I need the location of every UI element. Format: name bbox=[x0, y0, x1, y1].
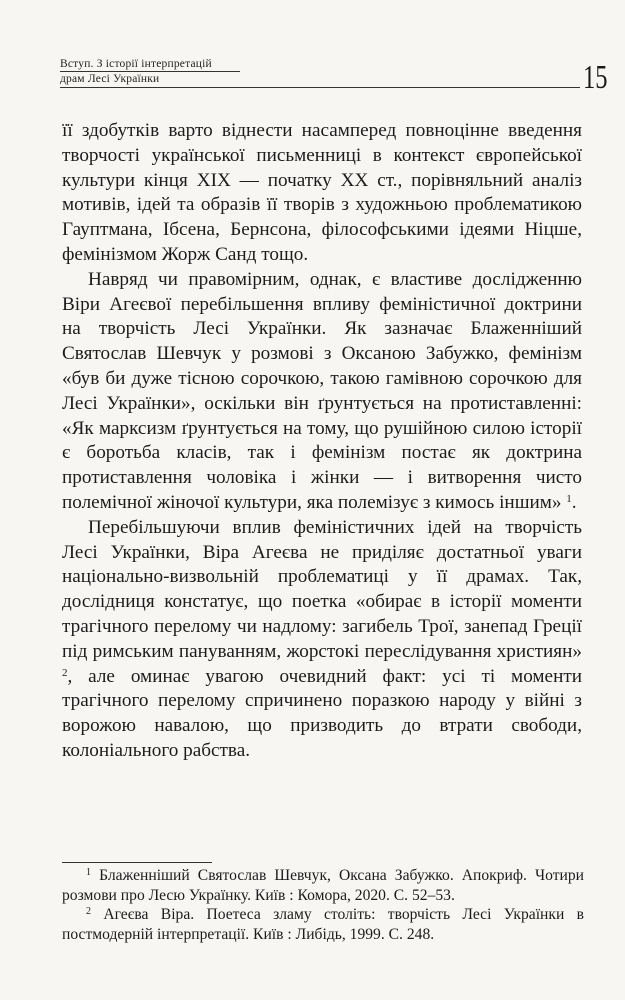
footnote-text: Блаженніший Святослав Шевчук, Оксана Забужко. Апокриф. Чотири розмови про Лесю Українку. Київ : Комора, 2020. С. 52–53. bbox=[62, 867, 584, 904]
main-text bbox=[62, 119, 582, 764]
paragraph-3 bbox=[62, 516, 582, 764]
footnote-2 bbox=[62, 905, 584, 944]
footnote-1 bbox=[62, 866, 584, 905]
footnote-text: Агеєва Віра. Поетеса зламу століть: творчість Лесі Українки в постмодерній інтерпретації. Київ : Либідь, 1999. С. 248. bbox=[62, 906, 584, 943]
paragraph-1 bbox=[62, 119, 582, 268]
running-head-section: Вступ. З історії інтерпретацій bbox=[60, 58, 212, 70]
footnote-rule bbox=[62, 862, 212, 863]
running-head-subtitle: драм Лесі Українки bbox=[60, 73, 160, 85]
running-head-rule bbox=[60, 87, 580, 88]
page-number: 15 bbox=[583, 59, 608, 96]
footnote-ref-2: 2 bbox=[62, 666, 68, 679]
paragraph-text: її здобутків варто віднести насамперед повноцінне введення творчості української письменниці в контекст європейської культури кінця XIX — початку XX ст., порівняльний аналіз мотивів, ідей та образів її творів з художньою проблематикою Гауптмана, Ібсена, Бернсона, філософськими ідеями Ніцше, фемінізмом Жорж Санд тощо. bbox=[62, 120, 582, 265]
paragraph-2: Навряд чи правомірним, однак, є властиве дослідженню Віри Агеєвої перебільшення впливу феміністичної доктрини на творчість Лесі Українки. Як зазначає Блаженніший Святослав Шевчук у розмові з Оксаною Забужко, фемінізм «був би дуже тісною сорочкою, такою гамівною сорочкою для Лесі Українки», оскільки він ґрунтується на протиставленні: «Як марксизм ґрунтується на тому, що рушійною силою історії є боротьба класів, так і фемінізм постає як доктрина протиставлення чоловіка і жінки — і витворення чисто полемічної жіночої культури, яка полемізує з кимось іншим» $^1$. bbox=[62, 268, 582, 513]
paragraph-text: Перебільшуючи вплив феміністичних ідей на творчість Лесі Українки, Віра Агеєва не приділяє достатньої уваги національно-визвольній проблематиці у її драмах. Так, дослідниця констатує, що поетка «обирає в історії моменти трагічного перелому чи надлому: загибель Трої, занепад Греції під римським пануванням, жорстокі переслідування християн» bbox=[62, 516, 582, 662]
footnote-mark: 2 bbox=[86, 906, 91, 918]
footnotes bbox=[62, 866, 584, 944]
footnote-ref-1: 1 bbox=[566, 492, 572, 505]
running-head bbox=[60, 58, 580, 90]
running-head-rule-short bbox=[60, 71, 240, 72]
paragraph-text: Навряд чи правомірним, однак, є властиве дослідженню Віри Агеєвої перебільшення впливу феміністичної доктрини на творчість Лесі Українки. Як зазначає Блаженніший Святослав Шевчук у розмові з Оксаною Забужко, фемінізм «був би дуже тісною сорочкою, такою гамівною сорочкою для Лесі Українки», оскільки він ґрунтується на протиставленні: «Як марксизм ґрунтується на тому, що рушійною силою історії є боротьба класів, так і фемінізм постає як доктрина протиставлення чоловіка і жінки — і витворення чисто полемічної жіночої культури, яка полемізує з кимось іншим» bbox=[62, 268, 582, 513]
paragraph-text-tail: , але оминає увагою очевидний факт: усі ті моменти трагічного перелому спричинено поразкою народу у війні з ворожою навалою, що призводить до втрати свободи, колоніального рабства. bbox=[62, 665, 582, 761]
footnote-mark: 1 bbox=[86, 867, 91, 878]
